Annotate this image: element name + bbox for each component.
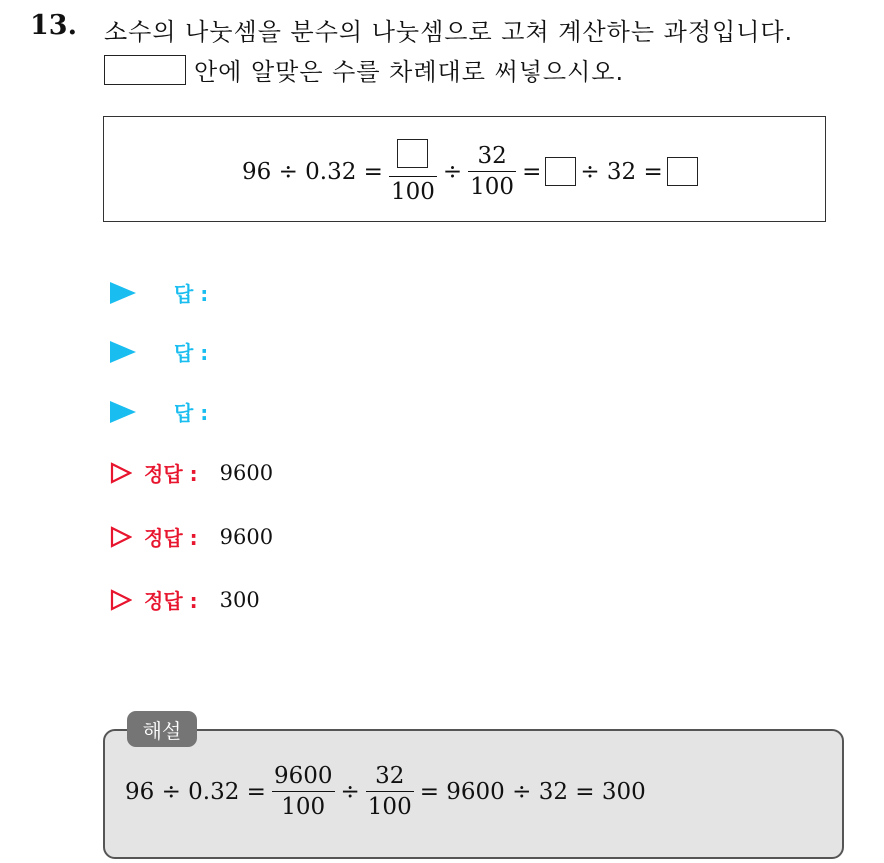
triangle-outline-icon [110,526,132,548]
solution-fraction1 [272,765,335,819]
play-triangle-icon [110,282,136,304]
equation-equals: = [522,158,542,185]
equation-divide-2: ÷ 32 = [580,158,663,185]
correct-answer-label: 정답 : [144,462,198,486]
solution-tail: = 9600 ÷ 32 = 300 [419,779,646,805]
solution-tag: 해설 [127,711,197,747]
question-text-line2-label: 안에 알맞은 수를 차례대로 써넣으시오. [194,58,625,86]
solution-box [103,729,844,859]
answer-label: 답 : [174,341,209,365]
fraction-numerator: 32 [375,763,405,789]
blank-box-icon [104,55,186,85]
fraction-denominator: 100 [470,173,515,200]
play-triangle-icon [110,401,136,423]
fraction-denominator: 100 [281,794,326,820]
answer-row-3[interactable] [110,397,208,426]
equation-fraction1 [389,139,437,204]
fraction-denominator: 100 [367,794,412,820]
equation-blank-3[interactable] [667,157,698,186]
correct-row-1 [110,458,273,487]
equation-blank-1[interactable] [397,139,428,168]
fraction-numerator: 9600 [273,763,333,789]
correct-answer-value: 9600 [219,460,274,485]
equation-fraction2 [468,142,516,200]
solution-divide: ÷ [340,779,360,805]
answer-row-1[interactable] [110,278,208,307]
fraction-numerator: 32 [477,142,507,169]
solution-equation [125,765,646,819]
correct-answer-label: 정답 : [144,589,198,613]
equation-blank-2[interactable] [545,157,576,186]
equation-box [103,116,826,222]
solution-fraction2 [366,765,414,819]
solution-term1: 96 ÷ 0.32 = [125,779,266,805]
question-text-line2 [104,52,624,87]
question-text-line1: 소수의 나눗셈을 분수의 나눗셈으로 고쳐 계산하는 과정입니다. [104,18,794,46]
question-number: 13. [30,10,77,41]
triangle-outline-icon [110,462,132,484]
equation [242,139,702,204]
correct-row-3 [110,585,260,614]
correct-answer-value: 300 [219,587,260,612]
answer-label: 답 : [174,282,209,306]
triangle-outline-icon [110,589,132,611]
play-triangle-icon [110,341,136,363]
equation-term1: 96 ÷ 0.32 = [242,158,383,185]
correct-row-2 [110,522,273,551]
correct-answer-label: 정답 : [144,526,198,550]
correct-answer-value: 9600 [219,524,274,549]
equation-divide-1: ÷ [442,158,463,185]
answer-label: 답 : [174,401,209,425]
fraction-denominator: 100 [390,179,435,205]
answer-row-2[interactable] [110,337,208,366]
